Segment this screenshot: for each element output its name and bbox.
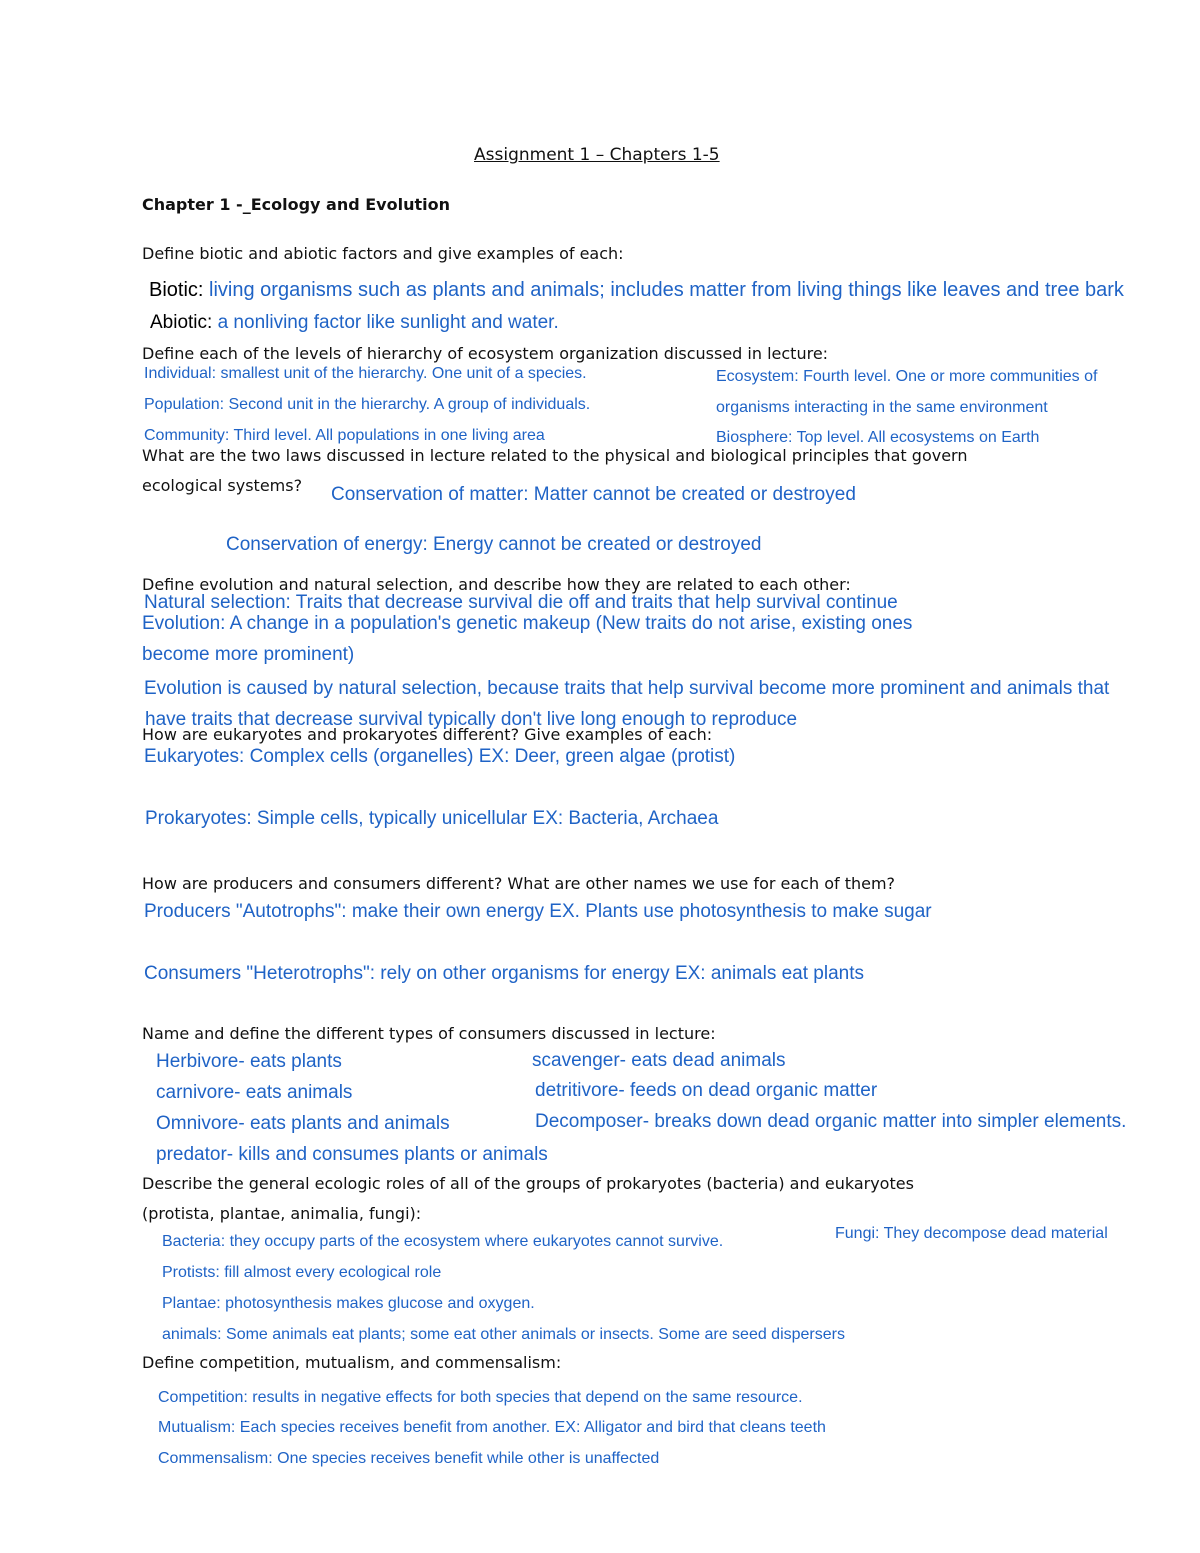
consumer-carnivore: carnivore- eats animals [156, 1082, 353, 1103]
hierarchy-community: Community: Third level. All populations in one living area [144, 427, 545, 444]
consumer-herbivore: Herbivore- eats plants [156, 1051, 342, 1072]
answer-relation-line1: Evolution is caused by natural selection, because traits that help survival become more prominent and animals that [144, 678, 1110, 699]
biotic-label: Biotic: [149, 279, 204, 301]
answer-evolution-line1: Evolution: A change in a population's genetic makeup (New traits do not arise, existing ones [142, 613, 913, 634]
question-producers: How are producers and consumers different? What are other names we use for each of them? [142, 874, 896, 893]
answer-prokaryotes: Prokaryotes: Simple cells, typically unicellular EX: Bacteria, Archaea [145, 808, 719, 829]
question-eukaryotes: How are eukaryotes and prokaryotes different? Give examples of each: [142, 725, 713, 744]
biotic-text: living organisms such as plants and animals; includes matter from living things like leaves and tree bark [203, 279, 1124, 301]
hierarchy-ecosystem-line1: Ecosystem: Fourth level. One or more communities of [716, 368, 1098, 385]
answer-commensalism: Commensalism: One species receives benefit while other is unaffected [158, 1450, 660, 1467]
answer-natural-selection: Natural selection: Traits that decrease survival die off and traits that help survival continue [144, 592, 898, 613]
role-animals: animals: Some animals eat plants; some eat other animals or insects. Some are seed dispersers [162, 1326, 845, 1343]
consumer-predator: predator- kills and consumes plants or animals [156, 1144, 548, 1165]
question-competition: Define competition, mutualism, and commensalism: [142, 1353, 562, 1372]
answer-producers: Producers "Autotrophs": make their own energy EX. Plants use photosynthesis to make sugar [144, 901, 932, 922]
consumer-scavenger: scavenger- eats dead animals [532, 1050, 786, 1071]
answer-conservation-matter: Conservation of matter: Matter cannot be created or destroyed [331, 484, 856, 505]
question-laws-line1: What are the two laws discussed in lecture related to the physical and biological principles that govern [142, 446, 968, 465]
answer-biotic [149, 280, 1124, 300]
consumer-detritivore: detritivore- feeds on dead organic matter [535, 1080, 878, 1101]
answer-relation-line2: have traits that decrease survival typically don't live long enough to reproduce [145, 709, 798, 730]
answer-consumers: Consumers "Heterotrophs": rely on other organisms for energy EX: animals eat plants [144, 963, 864, 984]
answer-eukaryotes: Eukaryotes: Complex cells (organelles) EX: Deer, green algae (protist) [144, 746, 736, 767]
chapter-heading: Chapter 1 -_Ecology and Evolution [142, 195, 450, 214]
consumer-decomposer: Decomposer- breaks down dead organic matter into simpler elements. [535, 1111, 1127, 1132]
consumer-omnivore: Omnivore- eats plants and animals [156, 1113, 450, 1134]
question-laws-line2: ecological systems? [142, 476, 303, 495]
answer-mutualism: Mutualism: Each species receives benefit from another. EX: Alligator and bird that cleans teeth [158, 1419, 826, 1436]
question-consumer-types: Name and define the different types of consumers discussed in lecture: [142, 1024, 716, 1043]
abiotic-label: Abiotic: [150, 312, 213, 333]
question-roles-line2: (protista, plantae, animalia, fungi): [142, 1204, 422, 1223]
question-hierarchy: Define each of the levels of hierarchy of ecosystem organization discussed in lecture: [142, 344, 829, 363]
role-plantae: Plantae: photosynthesis makes glucose and oxygen. [162, 1295, 535, 1312]
role-fungi: Fungi: They decompose dead material [835, 1225, 1108, 1242]
hierarchy-biosphere: Biosphere: Top level. All ecosystems on Earth [716, 429, 1040, 446]
hierarchy-ecosystem-line2: organisms interacting in the same environment [716, 399, 1048, 416]
question-roles-line1: Describe the general ecologic roles of all of the groups of prokaryotes (bacteria) and eukaryotes [142, 1174, 914, 1193]
abiotic-text: a nonliving factor like sunlight and water. [212, 312, 559, 333]
role-bacteria: Bacteria: they occupy parts of the ecosystem where eukaryotes cannot survive. [162, 1233, 724, 1250]
answer-evolution-line2: become more prominent) [142, 644, 355, 665]
hierarchy-population: Population: Second unit in the hierarchy. A group of individuals. [144, 396, 591, 413]
hierarchy-individual: Individual: smallest unit of the hierarchy. One unit of a species. [144, 365, 587, 382]
question-evolution: Define evolution and natural selection, and describe how they are related to each other: [142, 575, 851, 594]
answer-abiotic [150, 313, 559, 332]
answer-conservation-energy: Conservation of energy: Energy cannot be created or destroyed [226, 534, 762, 555]
question-biotic: Define biotic and abiotic factors and give examples of each: [142, 244, 624, 263]
page-title: Assignment 1 – Chapters 1-5 [474, 145, 720, 165]
answer-competition: Competition: results in negative effects for both species that depend on the same resource. [158, 1389, 803, 1406]
role-protists: Protists: fill almost every ecological role [162, 1264, 442, 1281]
